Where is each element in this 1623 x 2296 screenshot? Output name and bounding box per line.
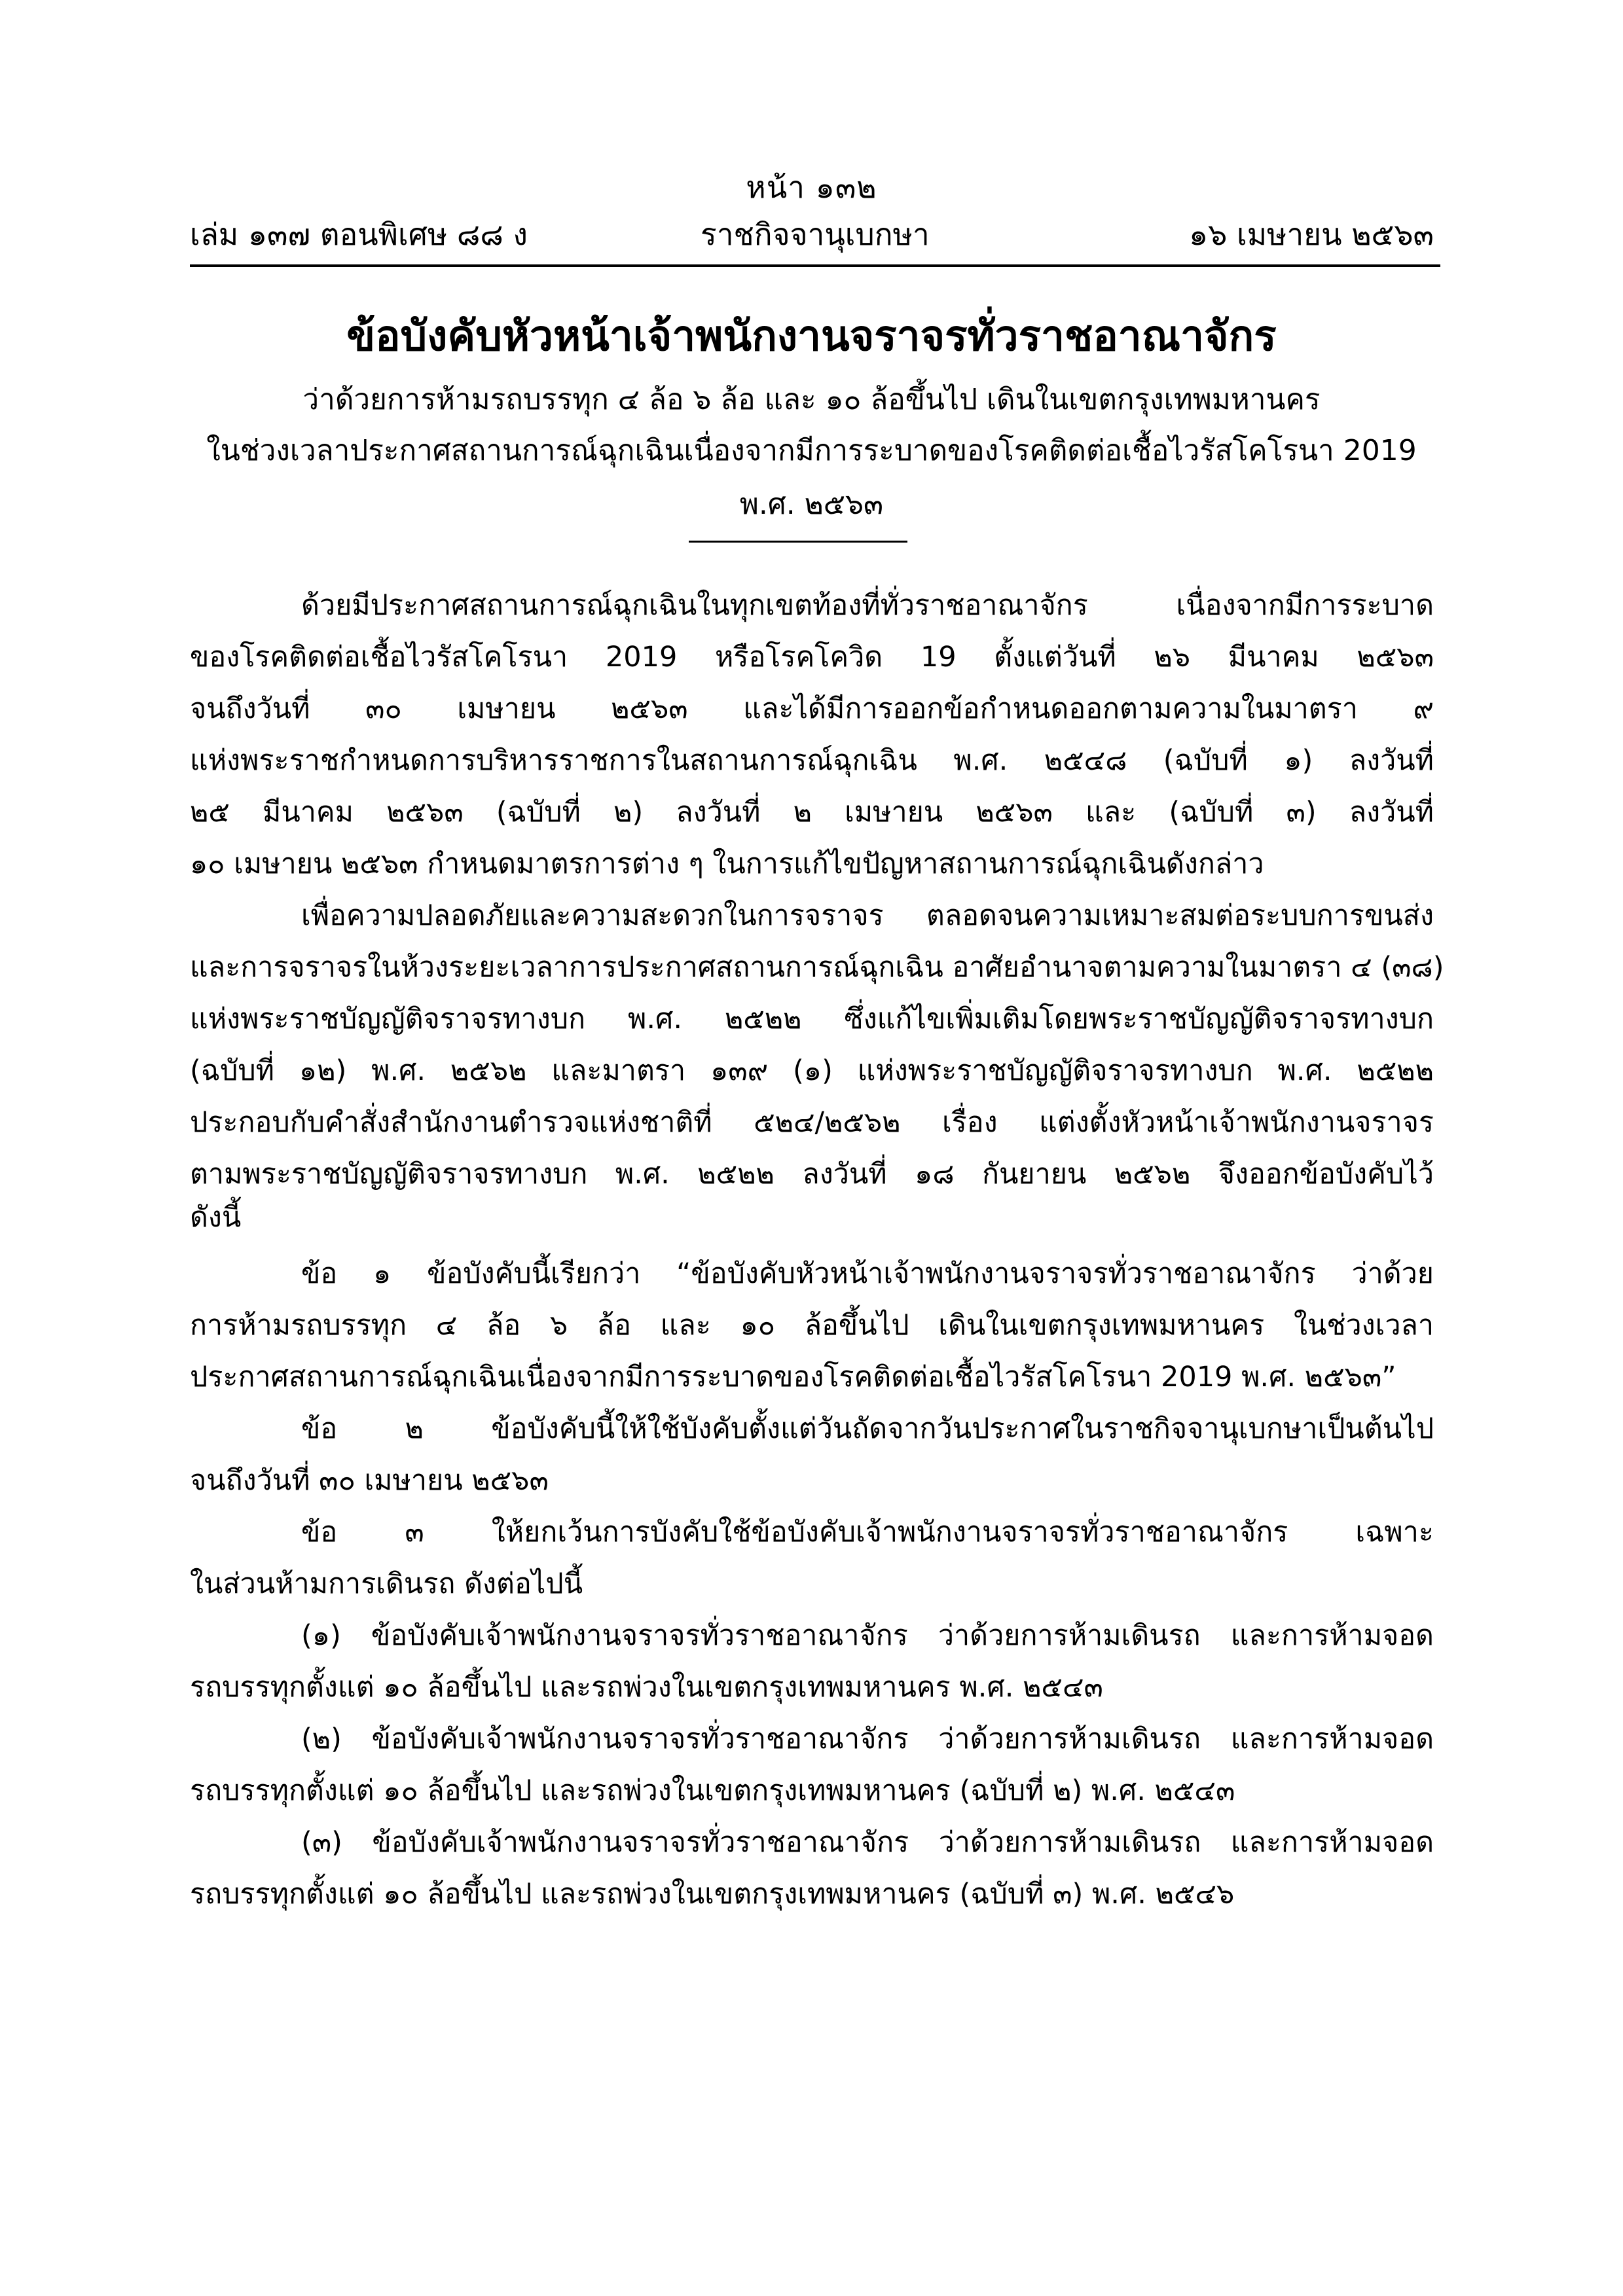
document-subtitle-line-1: ว่าด้วยการห้ามรถบรรทุก ๔ ล้อ ๖ ล้อ และ ๑๐ ล้อขึ้นไป เดินในเขตกรุงเทพมหานคร xyxy=(302,383,1321,416)
body-line: ตามพระราชบัญญัติจราจรทางบก พ.ศ. ๒๕๒๒ ลงวันที่ ๑๘ กันยายน ๒๕๖๒ จึงออกข้อบังคับไว้ xyxy=(190,1158,1434,1191)
document-subtitle-line-2: ในช่วงเวลาประกาศสถานการณ์ฉุกเฉินเนื่องจากมีการระบาดของโรคติดต่อเชื้อไวรัสโคโรนา 2019 xyxy=(206,434,1417,467)
clause-line: การห้ามรถบรรทุก ๔ ล้อ ๖ ล้อ และ ๑๐ ล้อขึ้นไป เดินในเขตกรุงเทพมหานคร ในช่วงเวลา xyxy=(190,1309,1434,1342)
clause-line: ประกาศสถานการณ์ฉุกเฉินเนื่องจากมีการระบาดของโรคติดต่อเชื้อไวรัสโคโรนา 2019 พ.ศ. ๒๕๖๓” xyxy=(190,1361,1396,1393)
publication-date: ๑๖ เมษายน ๒๕๖๓ xyxy=(1188,217,1434,252)
list-item-line: รถบรรทุกตั้งแต่ ๑๐ ล้อขึ้นไป และรถพ่วงในเขตกรุงเทพมหานคร (ฉบับที่ ๓) พ.ศ. ๒๕๔๖ xyxy=(190,1878,1235,1910)
body-line: ๑๐ เมษายน ๒๕๖๓ กำหนดมาตรการต่าง ๆ ในการแก้ไขปัญหาสถานการณ์ฉุกเฉินดังกล่าว xyxy=(190,848,1264,880)
body-line: ๒๕ มีนาคม ๒๕๖๓ (ฉบับที่ ๒) ลงวันที่ ๒ เมษายน ๒๕๖๓ และ (ฉบับที่ ๓) ลงวันที่ xyxy=(190,796,1434,829)
body-line: จนถึงวันที่ ๓๐ เมษายน ๒๕๖๓ และได้มีการออกข้อกำหนดออกตามความในมาตรา ๙ xyxy=(190,692,1434,725)
document-year: พ.ศ. ๒๕๖๓ xyxy=(739,488,884,521)
body-line: ของโรคติดต่อเชื้อไวรัสโคโรนา 2019 หรือโรคโควิด 19 ตั้งแต่วันที่ ๒๖ มีนาคม ๒๕๖๓ xyxy=(190,641,1434,673)
body-line: ประกอบกับคำสั่งสำนักงานตำรวจแห่งชาติที่ ๕๒๔/๒๕๖๒ เรื่อง แต่งตั้งหัวหน้าเจ้าพนักงานจราจร xyxy=(190,1106,1434,1139)
list-item-line: รถบรรทุกตั้งแต่ ๑๐ ล้อขึ้นไป และรถพ่วงในเขตกรุงเทพมหานคร (ฉบับที่ ๒) พ.ศ. ๒๕๔๓ xyxy=(190,1774,1235,1807)
clause-line: ข้อ ๑ ข้อบังคับนี้เรียกว่า “ข้อบังคับหัวหน้าเจ้าพนักงานจราจรทั่วราชอาณาจักร ว่าด้วย xyxy=(301,1257,1434,1290)
gazette-header xyxy=(190,211,1434,257)
list-item-line: (๒) ข้อบังคับเจ้าพนักงานจราจรทั่วราชอาณาจักร ว่าด้วยการห้ามเดินรถ และการห้ามจอด xyxy=(301,1723,1434,1755)
body-line: และการจราจรในห้วงระยะเวลาการประกาศสถานการณ์ฉุกเฉิน อาศัยอำนาจตามความในมาตรา ๔ (๓๘) xyxy=(190,951,1444,984)
clause-line: ในส่วนห้ามการเดินรถ ดังต่อไปนี้ xyxy=(190,1568,583,1600)
clause-line: ข้อ ๒ ข้อบังคับนี้ให้ใช้บังคับตั้งแต่วันถัดจากวันประกาศในราชกิจจานุเบกษาเป็นต้นไป xyxy=(301,1412,1434,1445)
body-line: ดังนี้ xyxy=(190,1201,242,1234)
volume-issue: เล่ม ๑๓๗ ตอนพิเศษ ๘๘ ง xyxy=(190,217,528,252)
clause-line: จนถึงวันที่ ๓๐ เมษายน ๒๕๖๓ xyxy=(190,1464,549,1497)
list-item-line: (๑) ข้อบังคับเจ้าพนักงานจราจรทั่วราชอาณาจักร ว่าด้วยการห้ามเดินรถ และการห้ามจอด xyxy=(301,1619,1434,1652)
page-number: หน้า ๑๓๒ xyxy=(746,170,877,205)
header-divider xyxy=(190,264,1440,267)
list-item-line: รถบรรทุกตั้งแต่ ๑๐ ล้อขึ้นไป และรถพ่วงในเขตกรุงเทพมหานคร พ.ศ. ๒๕๔๓ xyxy=(190,1671,1103,1704)
body-line: (ฉบับที่ ๑๒) พ.ศ. ๒๕๖๒ และมาตรา ๑๓๙ (๑) แห่งพระราชบัญญัติจราจรทางบก พ.ศ. ๒๕๒๒ xyxy=(190,1054,1434,1087)
title-divider xyxy=(689,541,907,543)
body-line: แห่งพระราชบัญญัติจราจรทางบก พ.ศ. ๒๕๒๒ ซึ่งแก้ไขเพิ่มเติมโดยพระราชบัญญัติจราจรทางบก xyxy=(190,1003,1434,1035)
body-line: ด้วยมีประกาศสถานการณ์ฉุกเฉินในทุกเขตท้องที่ทั่วราชอาณาจักร เนื่องจากมีการระบาด xyxy=(301,589,1434,622)
document-title: ข้อบังคับหัวหน้าเจ้าพนักงานจราจรทั่วราชอาณาจักร xyxy=(346,312,1277,361)
gazette-name: ราชกิจจานุเบกษา xyxy=(701,217,930,252)
body-line: แห่งพระราชกำหนดการบริหารราชการในสถานการณ์ฉุกเฉิน พ.ศ. ๒๕๔๘ (ฉบับที่ ๑) ลงวันที่ xyxy=(190,744,1434,777)
clause-line: ข้อ ๓ ให้ยกเว้นการบังคับใช้ข้อบังคับเจ้าพนักงานจราจรทั่วราชอาณาจักร เฉพาะ xyxy=(301,1516,1434,1549)
body-line: เพื่อความปลอดภัยและความสะดวกในการจราจร ตลอดจนความเหมาะสมต่อระบบการขนส่ง xyxy=(301,899,1434,932)
list-item-line: (๓) ข้อบังคับเจ้าพนักงานจราจรทั่วราชอาณาจักร ว่าด้วยการห้ามเดินรถ และการห้ามจอด xyxy=(301,1826,1434,1859)
